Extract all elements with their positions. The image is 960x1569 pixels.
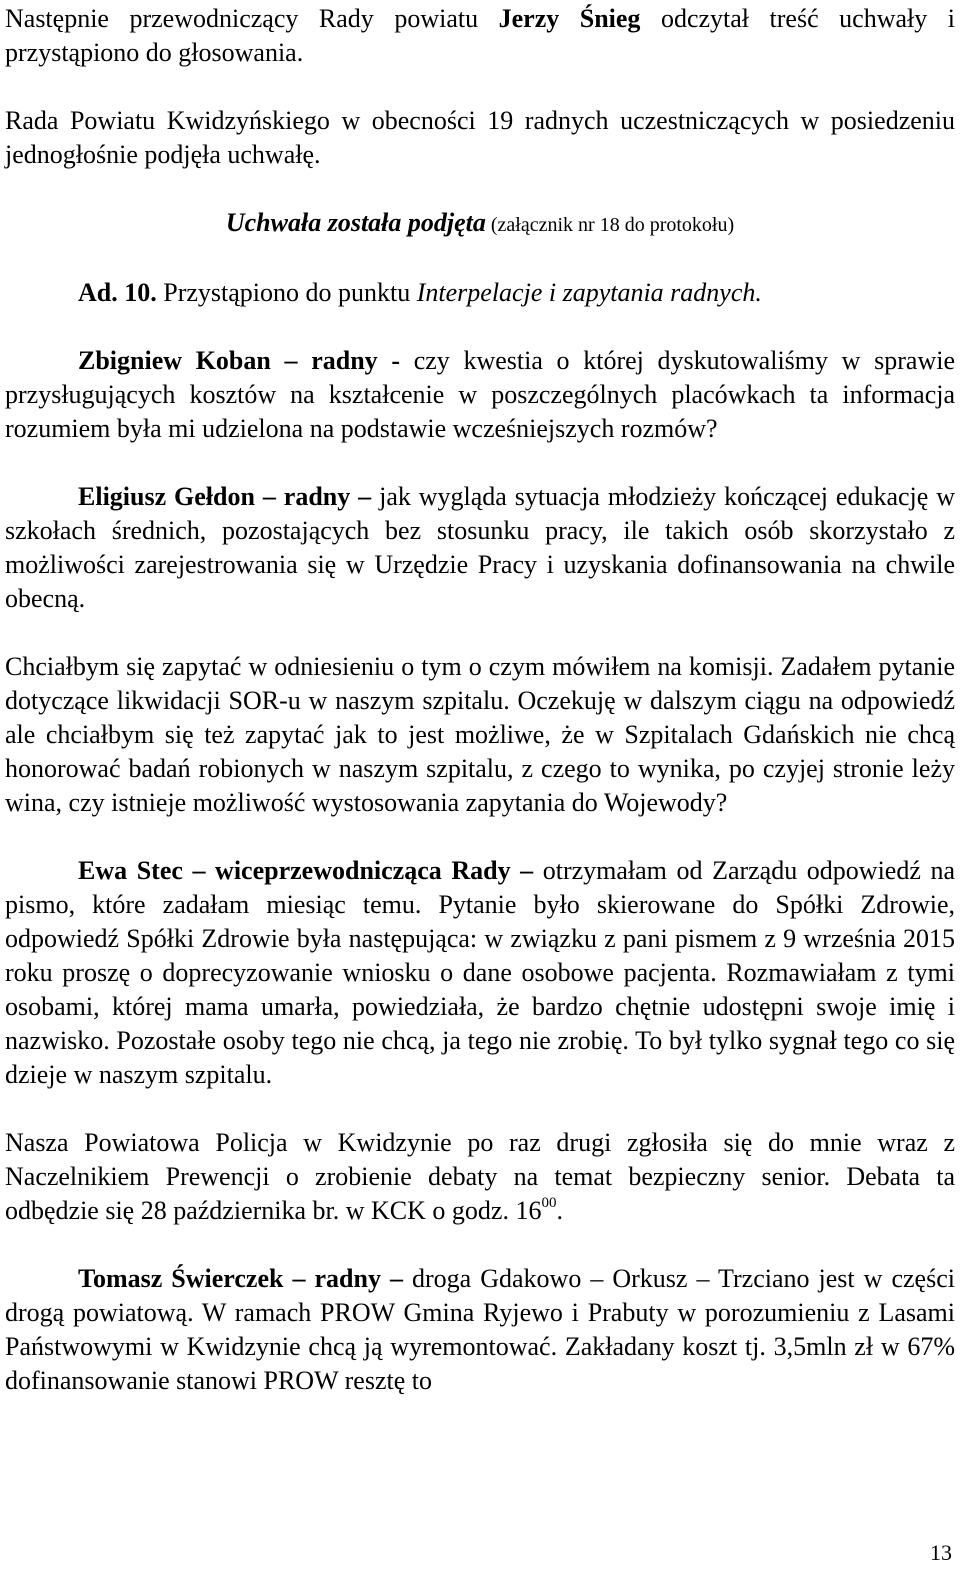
agenda-topic: Interpelacje i zapytania radnych. xyxy=(416,278,762,307)
statement-text: droga Gdakowo – Orkusz – Trzciano jest w części drogą powiatową. W ramach PROW Gmina Ryjewo i Prabuty w porozumieniu z Lasami Państwowymi w Kwidzynie chcą ją wyremontować. Zakładany koszt tj. 3,5mln zł w 67% dofinansowanie stanowi PROW resztę to xyxy=(5,1264,955,1395)
page-number: 13 xyxy=(930,1540,952,1565)
text: Następnie przewodniczący Rady powiatu xyxy=(5,4,499,33)
time-superscript: 00 xyxy=(541,1195,557,1211)
document-page xyxy=(5,0,955,1398)
statement-text: jak wygląda sytuacja młodzieży kończącej edukację w szkołach średnich, pozostających bez stosunku pracy, ile takich osób skorzystało z możliwości zarejestrowania się w Urzędzie Pracy i uzyskania dofinansowania na chwile obecną. xyxy=(5,482,955,613)
statement-text: Nasza Powiatowa Policja w Kwidzynie po raz drugi zgłosiła się do mnie wraz z Naczelnikiem Prewencji o zrobienie debaty na temat bezpieczny senior. Debata ta odbędzie się 28 października br. w KCK o godz. 16 xyxy=(5,1128,955,1225)
chairman-name: Jerzy Śnieg xyxy=(498,4,641,33)
speaker-name: Tomasz Świerczek – radny – xyxy=(78,1264,403,1293)
resolution-adopted xyxy=(5,206,955,242)
speaker-name: Ewa Stec – wiceprzewodnicząca Rady – xyxy=(78,856,534,885)
agenda-number: Ad. 10. xyxy=(78,278,157,307)
paragraph-vote-result: Rada Powiatu Kwidzyńskiego w obecności 19 radnych uczestniczących w posiedzeniu jednogłośnie podjęła uchwałę. xyxy=(5,106,955,169)
statement-geldon xyxy=(5,480,955,616)
statement-text: otrzymałam od Zarządu odpowiedź na pismo, które zadałam miesiąc temu. Pytanie było skierowane do Spółki Zdrowie, odpowiedź Spółki Zdrowie była następująca: w związku z pani pismem z 9 września 2015 roku proszę o doprecyzowanie wniosku o dane osobowe pacjenta. Rozmawiałam z tymi osobami, której mama umarła, powiedziała, że bardzo chętnie udostępni swoje imię i nazwisko. Pozostałe osoby tego nie chcą, ja tego nie zrobię. To był tylko sygnał tego co się dzieje w naszym szpitalu. xyxy=(5,856,955,1089)
statement-stec xyxy=(5,854,955,1092)
statement-end: . xyxy=(556,1196,563,1225)
statement-geldon-continued: Chciałbym się zapytać w odniesieniu o tym o czym mówiłem na komisji. Zadałem pytanie dotyczące likwidacji SOR-u w naszym szpitalu. Oczekuję w dalszym ciągu na odpowiedź ale chciałbym się też zapytać jak to jest możliwe, że w Szpitalach Gdańskich nie chcą honorować badań robionych w naszym szpitalu, z czego to wynika, po czyjej stronie leży wina, czy istnieje możliwość wystosowania zapytania do Wojewody? xyxy=(5,652,955,817)
speaker-name: Eligiusz Gełdon – radny – xyxy=(78,482,372,511)
statement-stec-continued xyxy=(5,1126,955,1228)
speaker-name: Zbigniew Koban – radny - xyxy=(78,346,401,375)
agenda-text: Przystąpiono do punktu xyxy=(156,278,417,307)
resolution-adopted-label: Uchwała została podjęta xyxy=(225,208,486,237)
text: odczytał treść uchwały i przystąpiono do głosowania. xyxy=(5,4,955,67)
attachment-note: (załącznik nr 18 do protokołu) xyxy=(485,214,735,236)
paragraph-vote-intro xyxy=(5,2,955,70)
statement-text: czy kwestia o której dyskutowaliśmy w sprawie przysługujących kosztów na kształcenie w poszczególnych placówkach ta informacja rozumiem była mi udzielona na podstawie wcześniejszych rozmów? xyxy=(5,346,955,443)
agenda-item xyxy=(5,276,955,310)
statement-koban xyxy=(5,344,955,446)
statement-swierczek xyxy=(5,1262,955,1398)
